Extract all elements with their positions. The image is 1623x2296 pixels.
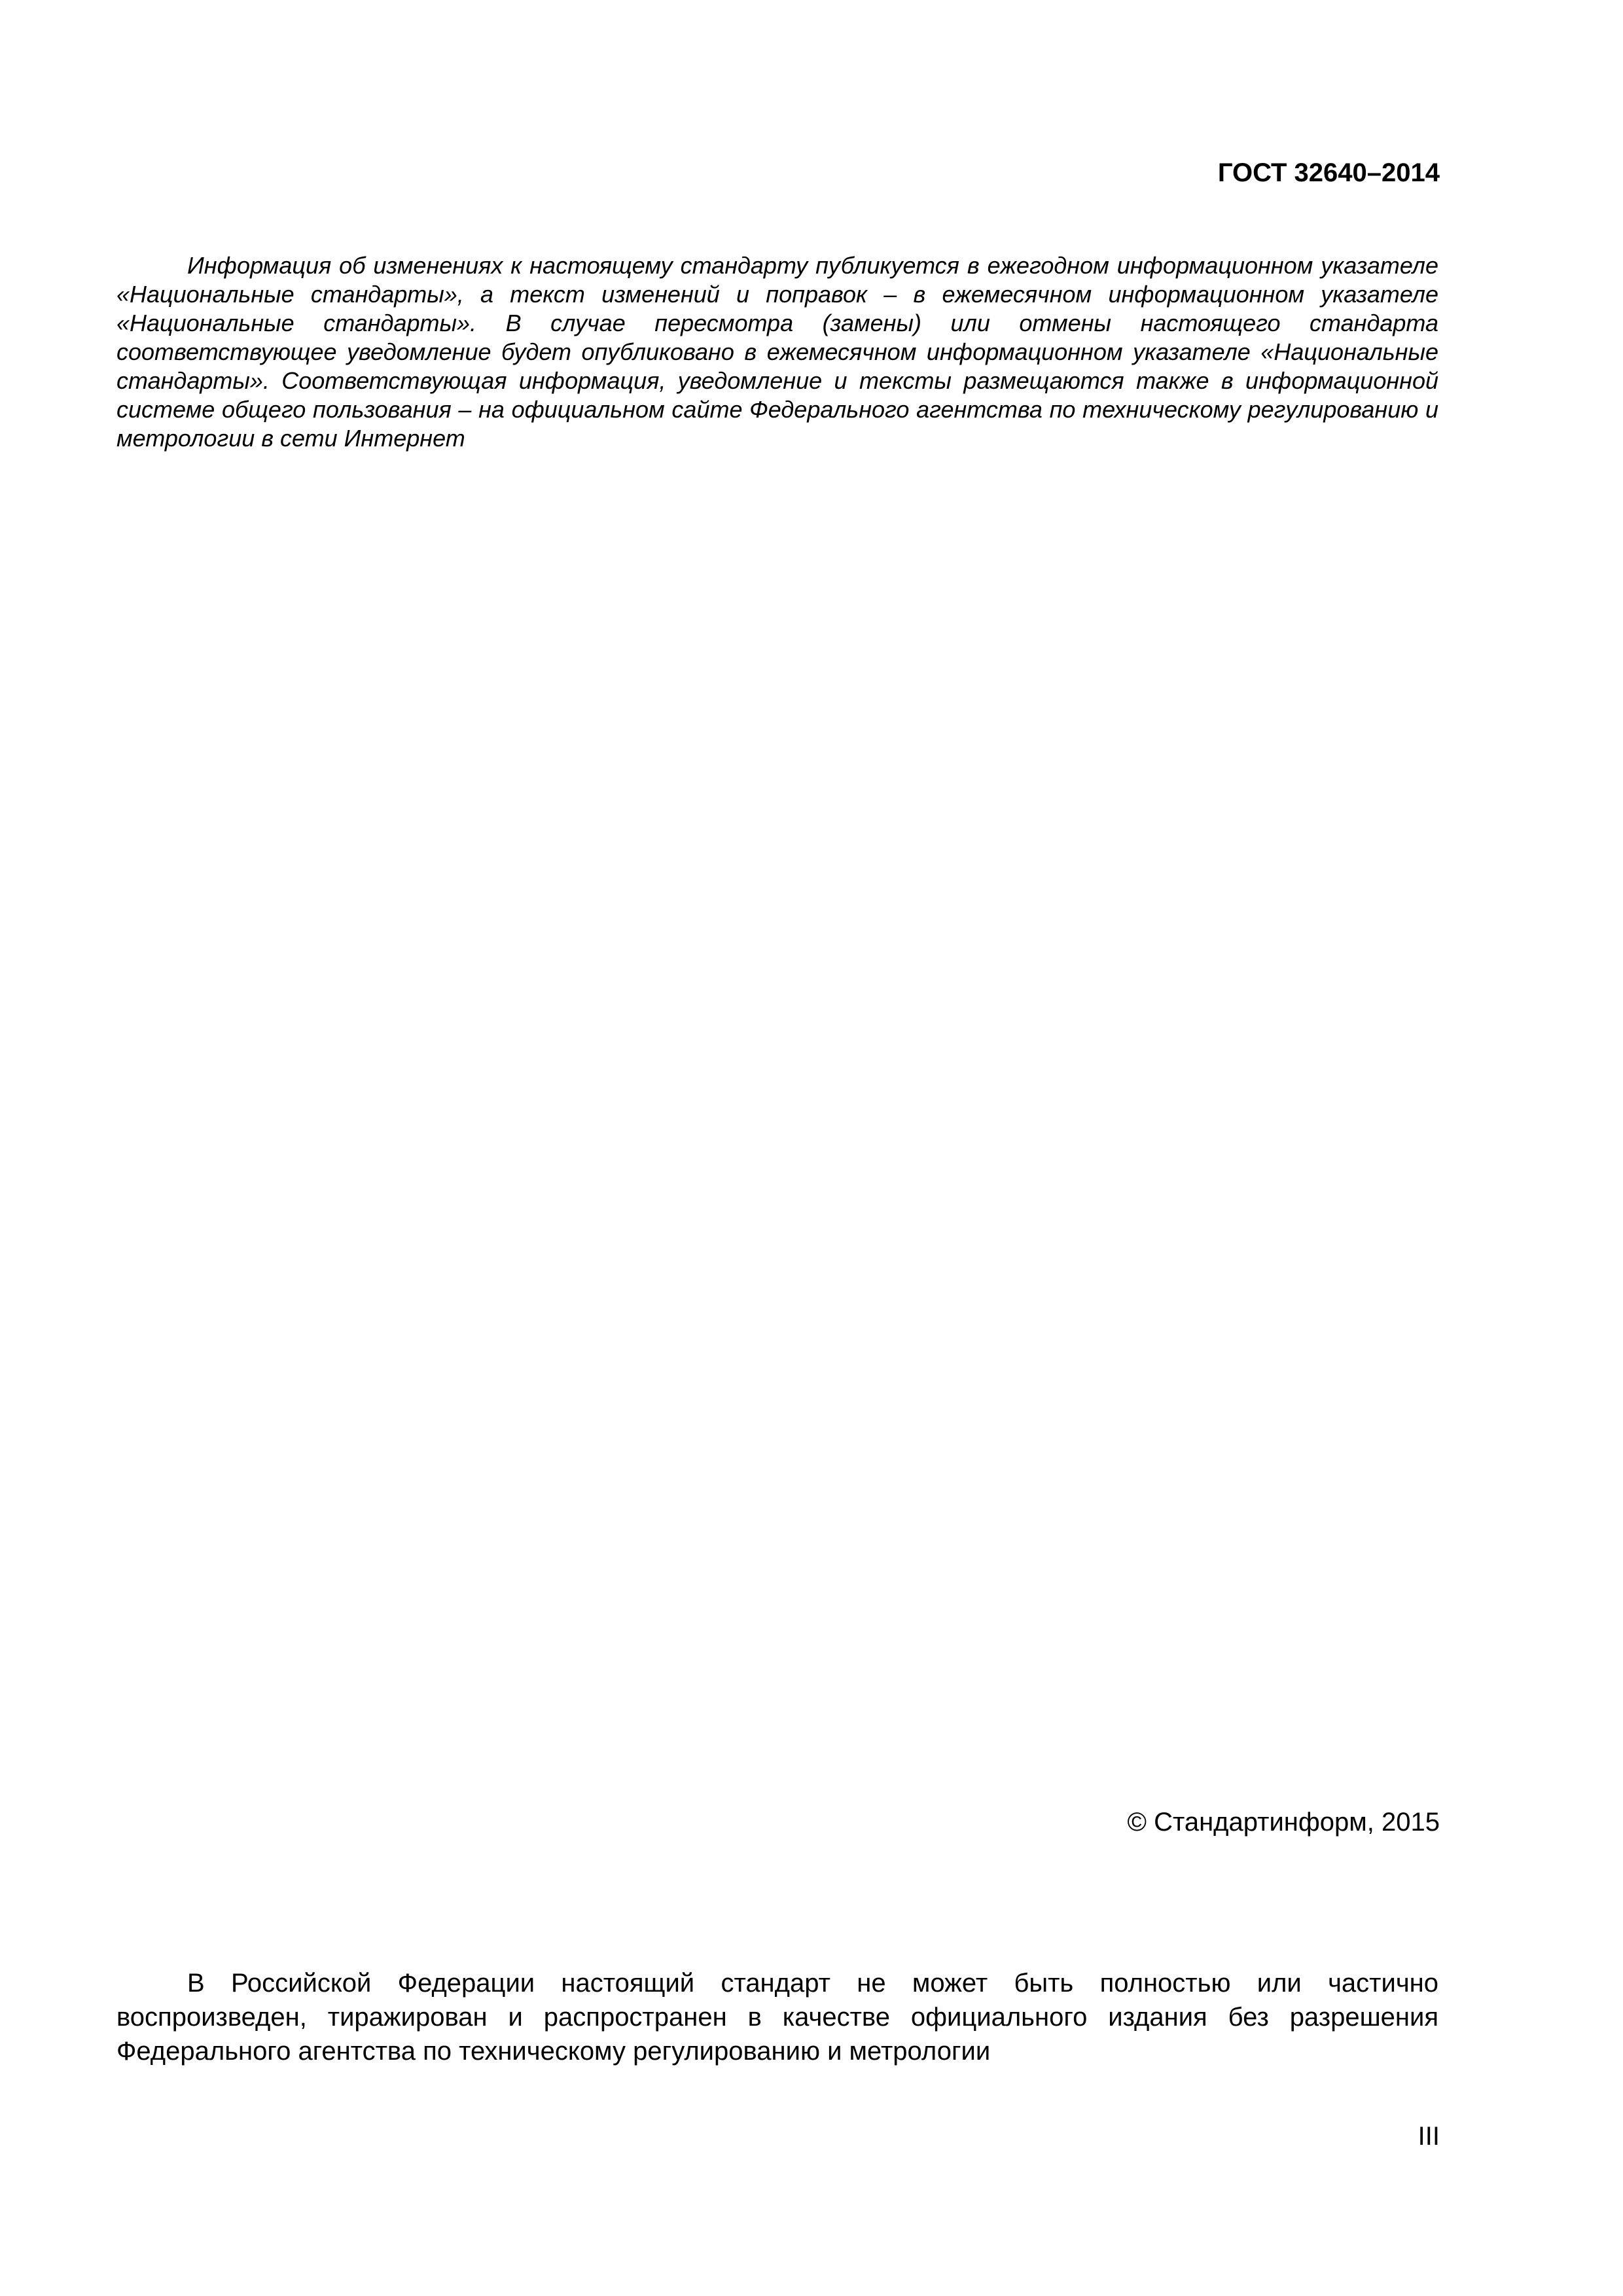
standard-code: ГОСТ 32640–2014 (1217, 158, 1440, 187)
reproduction-restriction-paragraph: В Российской Федерации настоящий стандарт не может быть полностью или частично воспроизведен, тиражирован и распространен в качестве официального издания без разрешения Федерального агентства по техническому регулированию и метрологии (116, 1969, 1438, 2066)
copyright-notice: © Стандартинформ, 2015 (1127, 1808, 1440, 1837)
page-number: III (1418, 2122, 1440, 2151)
amendments-info-paragraph: Информация об изменениях к настоящему стандарту публикуется в ежегодном информационном указателе «Национальные стандарты», а текст изменений и поправок – в ежемесячном информационном указателе «Национальные стандарты». В случае пересмотра (замены) или отмены настоящего стандарта соответствующее уведомление будет опубликовано в ежемесячном информационном указателе «Национальные стандарты». Соответствующая информация, уведомление и тексты размещаются также в информационной системе общего пользования – на официальном сайте Федерального агентства по техническому регулированию и метрологии в сети Интернет (116, 252, 1438, 452)
